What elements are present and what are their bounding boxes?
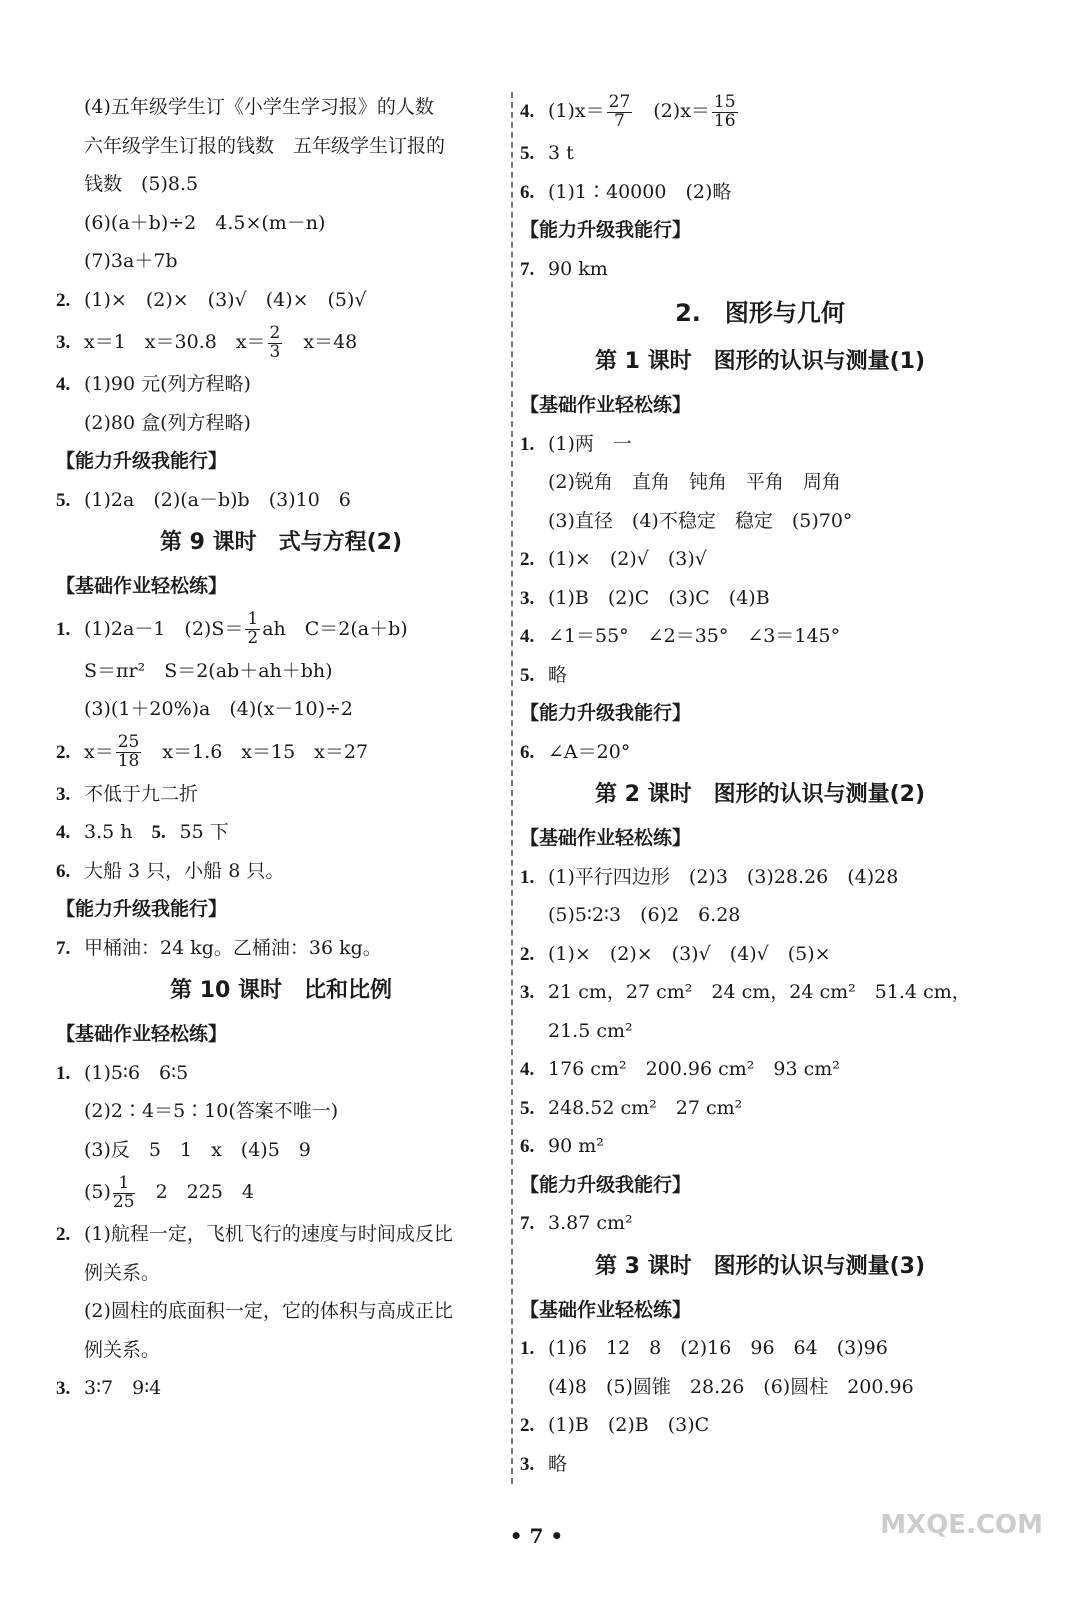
lesson-title: 第 10 课时 比和比例 bbox=[170, 978, 392, 1003]
answer-line: (2)锐角 直角 钝角 平角 周角 bbox=[548, 471, 841, 493]
answer-line: S＝πr² S＝2(ab＋ah＋bh) bbox=[84, 659, 333, 682]
lesson-title: 第 3 课时 图形的认识与测量(3) bbox=[594, 1253, 926, 1279]
section-label: 【能力升级我能行】 bbox=[520, 702, 692, 724]
question-7: 7. 90 km bbox=[520, 257, 608, 280]
answer-line: 例关系。 bbox=[84, 1338, 161, 1361]
answer-line: 六年级学生订报的钱数 五年级学生订报的 bbox=[84, 134, 446, 157]
question-6: 6. 90 m² bbox=[520, 1135, 604, 1157]
answer-line: (3)直径 (4)不稳定 稳定 (5)70° bbox=[548, 509, 853, 532]
question-4: 4. 176 cm² 200.96 cm² 93 cm² bbox=[520, 1058, 840, 1080]
answer-line: (4)8 (5)圆锥 28.26 (6)圆柱 200.96 bbox=[548, 1375, 914, 1398]
question-1: 1. (1)6 12 8 (2)16 96 64 (3)96 bbox=[520, 1337, 888, 1359]
question-5: 5. 略 bbox=[520, 663, 568, 686]
question-2: 2. x＝ $\frac{25}{18}$ x＝1.6 x＝15 x＝27 bbox=[56, 732, 369, 771]
question-6: 6. (1)1∶40000 (2)略 bbox=[520, 180, 732, 203]
left-column bbox=[56, 88, 506, 1408]
page-number: • 7 • bbox=[509, 1524, 564, 1548]
section-label: 【能力升级我能行】 bbox=[520, 219, 692, 241]
answer-line: 例关系。 bbox=[84, 1261, 161, 1284]
chapter-title: 2. 图形与几何 bbox=[675, 299, 845, 327]
section-label: 【基础作业轻松练】 bbox=[520, 827, 692, 849]
answer-line: (2)2∶4＝5∶10(答案不唯一) bbox=[84, 1100, 339, 1122]
watermark-logo: MXQE.COM bbox=[880, 1510, 1043, 1540]
fraction: $\frac{25}{18}$ bbox=[117, 732, 140, 771]
answer-line: (5)5∶2∶3 (6)2 6.28 bbox=[548, 904, 741, 926]
answer-line: (6)(a＋b)÷2 4.5×(m－n) bbox=[84, 211, 326, 234]
right-column bbox=[520, 88, 1000, 1483]
lesson-title: 第 9 课时 式与方程(2) bbox=[159, 530, 403, 555]
question-2: 2. (1)× (2)√ (3)√ bbox=[520, 548, 707, 570]
question-5: 5. (1)2a (2)(a－b)b (3)10 6 bbox=[56, 488, 351, 511]
lesson-title: 第 1 课时 图形的认识与测量(1) bbox=[594, 349, 926, 374]
fraction: $\frac{1}{2}$ bbox=[247, 609, 259, 648]
question-1: 1. (1)5∶6 6∶5 bbox=[56, 1061, 189, 1084]
question-5: 5. 248.52 cm² 27 cm² bbox=[520, 1096, 743, 1119]
question-4: 4. (1)x＝ $\frac{27}{7}$ (2)x＝ $\frac{15}{16}$ bbox=[520, 91, 736, 131]
fraction: $\frac{15}{16}$ bbox=[713, 91, 736, 131]
question-3: 3. 不低于九二折 bbox=[56, 782, 199, 805]
answer-line: (3)反 5 1 x (4)5 9 bbox=[84, 1138, 311, 1161]
answer-line: (4)五年级学生订《小学生学习报》的人数 bbox=[84, 96, 434, 118]
question-3: 3. 3∶7 9∶4 bbox=[56, 1377, 162, 1399]
answer-line: (3)(1＋20%)a (4)(x－10)÷2 bbox=[84, 698, 354, 720]
question-6: 6. 大船 3 只，小船 8 只。 bbox=[56, 859, 285, 882]
question-1: 1. (1)2a－1 (2)S＝ $\frac{1}{2}$ ah C＝2(a＋b) bbox=[56, 609, 408, 648]
section-label: 【基础作业轻松练】 bbox=[520, 1298, 692, 1321]
answer-line: 钱数 (5)8.5 bbox=[84, 173, 199, 195]
question-3: 3. 21 cm，27 cm² 24 cm，24 cm² 51.4 cm， bbox=[520, 981, 971, 1003]
question-4-5: 4. 3.5 h 5. 55 下 bbox=[56, 821, 229, 843]
lesson-title: 第 2 课时 图形的认识与测量(2) bbox=[594, 782, 926, 807]
question-4: 4. (1)90 元(列方程略) bbox=[56, 373, 251, 395]
question-3: 3. 略 bbox=[520, 1452, 568, 1475]
section-label: 【基础作业轻松练】 bbox=[520, 394, 692, 416]
section-label: 【基础作业轻松练】 bbox=[56, 1023, 228, 1045]
question-7: 7. 3.87 cm² bbox=[520, 1212, 633, 1234]
answer-line: (2)80 盒(列方程略) bbox=[84, 411, 251, 434]
question-6: 6. ∠A＝20° bbox=[520, 740, 631, 763]
question-2: 2. (1)× (2)× (3)√ (4)√ (5)× bbox=[520, 942, 831, 965]
question-3: 3. (1)B (2)C (3)C (4)B bbox=[520, 586, 770, 609]
section-label: 【能力升级我能行】 bbox=[520, 1173, 692, 1196]
fraction: $\frac{2}{3}$ bbox=[269, 322, 281, 362]
answer-line: (5) $\frac{1}{25}$ 2 225 4 bbox=[84, 1172, 255, 1212]
question-1: 1. (1)平行四边形 (2)3 (3)28.26 (4)28 bbox=[520, 865, 899, 888]
column-divider bbox=[511, 92, 513, 1484]
answer-line: (2)圆柱的底面积一定，它的体积与高成正比 bbox=[84, 1300, 453, 1322]
section-label: 【能力升级我能行】 bbox=[56, 898, 228, 920]
section-label: 【基础作业轻松练】 bbox=[56, 575, 228, 597]
fraction: $\frac{1}{25}$ bbox=[112, 1172, 135, 1212]
question-7: 7. 甲桶油：24 kg。乙桶油：36 kg。 bbox=[56, 936, 382, 959]
answer-line: (7)3a＋7b bbox=[84, 250, 178, 272]
question-5: 5. 3 t bbox=[520, 142, 574, 164]
section-label: 【能力升级我能行】 bbox=[56, 450, 228, 472]
question-1: 1. (1)两 一 bbox=[520, 432, 632, 455]
answer-line: 21.5 cm² bbox=[548, 1019, 633, 1042]
question-2: 2. (1)航程一定，飞机飞行的速度与时间成反比 bbox=[56, 1223, 453, 1245]
fraction: $\frac{27}{7}$ bbox=[608, 91, 631, 131]
question-3: 3. x＝1 x＝30.8 x＝ $\frac{2}{3}$ x＝48 bbox=[56, 322, 358, 362]
question-2: 2. (1)× (2)× (3)√ (4)× (5)√ bbox=[56, 288, 367, 311]
question-4: 4. ∠1＝55° ∠2＝35° ∠3＝145° bbox=[520, 625, 841, 647]
question-2: 2. (1)B (2)B (3)C bbox=[520, 1414, 710, 1436]
